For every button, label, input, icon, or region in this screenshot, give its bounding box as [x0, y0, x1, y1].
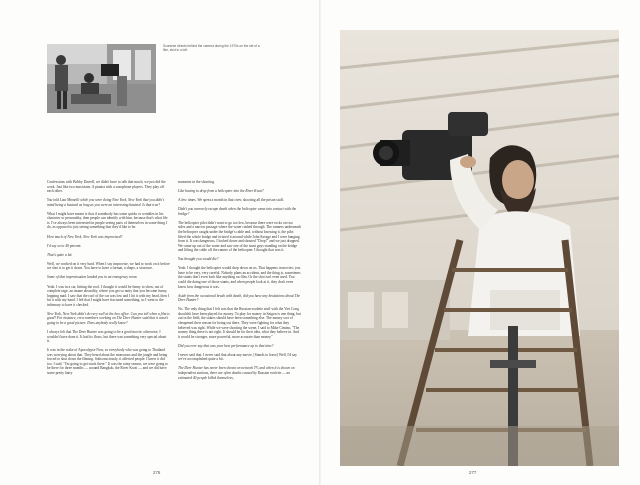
small-photo: [47, 44, 156, 113]
interview-question: Didn't you narrowly escape death when the helicopter came into contact with the bridge?: [178, 207, 297, 216]
interview-question: The Deer Hunter has never been shown on network TV, and when it is shown on independent stations, there are often deaths caused by Russian roulette — an estimated 40 people killed themselves,: [178, 366, 295, 380]
interview-question: You told Liza Minnelli while you were doing New York, New York that you didn't mind being a bastard as long as you were an interesting bastard. Is that true?: [47, 198, 164, 207]
page-number-right: 277: [469, 470, 477, 475]
interview-answer: What I might have meant is that if somebody has some quirks or wrinkles in his character or personality, then people can identify with him, because that's what life is. I've always been interested in people seeing parts of themselves in some-thing I do, as opposed to just seeing something that they'd like to be.: [47, 211, 168, 230]
text-column-right: [178, 180, 301, 385]
interview-answer: Well, we worked on it very hard. When I say improvise, we had to work on it before we shot it to get it down. You have to have a format, a shape, a structure.: [47, 261, 170, 271]
interview-answer: I never said that. I never said that about any movie. [Stands to leave] Well, I'd say we've accomplished quite a bit.: [178, 352, 297, 362]
interview-answer: I'd say so to 40 percent.: [47, 243, 82, 248]
interview-question: How much of New York, New York was improvised?: [47, 234, 123, 239]
page-number-left: 276: [153, 470, 161, 475]
interview-question: Like having to drop from a helicopter into the River Kwai?: [178, 189, 264, 194]
interview-question: Did you ever say that was your best performance up to that time?: [178, 343, 274, 348]
text-column-left: [47, 180, 170, 380]
interview-question: You thought you would die?: [178, 257, 219, 262]
interview-answer: moments in the shooting.: [178, 180, 215, 184]
page-gutter: [319, 0, 321, 485]
interview-answer: It was in the wake of Apocalypse Now, so everybody who was going to Thailand was worrying about that. They heard about the monsoons and the jungle and being forced to shut down the filming. Subconsciously, it affected people. I knew it did too. I said, "I'm going to get stuck there." It was the rainy season, we were going to be there for three months — around Bangkok, the River Kwai — and we did have some pretty hairy: [47, 348, 169, 375]
interview-answer: The helicopter pilot didn't want to go too low, because there were rocks on two sides and a narrow passage where the water rushed through. The runners underneath the helicopter caught under the bridge's cable and, without knowing it, the pilot lifted the whole bridge and twisted it around while John Savage and I were hanging from it. It was dangerous. I looked down and shouted "Drop!" and we just dropped. We came up out of the water and saw one of the stunt guys standing on the bridge and lifting the cable off the runner of the helicopter. I thought that was it.: [178, 220, 301, 253]
interview-question: That's quite a bit.: [47, 252, 73, 257]
director-camera-photo: [340, 30, 619, 466]
interview-answer: Yeah. I was in a car, hitting the roof. I thought it would be funny to show, out of complete rage, an insane absurdity, where you get so nutty that you become funny, hopping mad. I saw that the roof of the car was low and I hit it with my head, then I hit it with my hand. I felt that I might have fractured something, so I went to the infirmary to have it checked.: [47, 284, 169, 307]
interview-answer: A few times. We spent a month in that river, shooting all the prison stuff.: [178, 198, 284, 203]
interview-question: Some of that improvisation landed you in an emergency room.: [47, 275, 138, 280]
interview-question: New York, New York didn't do very well at the box office. Can you tell when a film is good? For instance, crew members working on The Deer Hunter said that it wasn't going to be a good picture. Does anybody really know?: [47, 311, 170, 325]
photo-caption: Scorsese directs behind the camera during the 1970s on the set of a film, shot in a loft.: [163, 44, 260, 53]
interview-answer: I always felt that The Deer Hunter was going to be a good movie; otherwise, I wouldn't have done it. It had its flaws, but there was something very special about it.: [47, 330, 167, 344]
interview-answer: Yeah. I thought the helicopter would drop down on us. That happens in movies; you have to be very, very careful. Nobody plans an accident, and the thing is, sometimes the stunts don't even look like anything on film. Or the shot isn't even used. You could die doing one of those stunts, and when people look at it, they don't even know how dangerous it was.: [178, 266, 301, 289]
interview-question: Aside from the occasional brush with death, did you have any hesitations about The Deer Hunter?: [178, 293, 301, 303]
interview-answer: Confessions with Bobby Darrell, we didn't have to talk that much, we just did the work. Just like two musicians. A pianist with a saxophone players. They play off each other.: [47, 180, 166, 194]
interview-answer: No. The only thing that I felt was that the Russian-roulette stuff with the Viet Cong shouldn't have been played for money. To play for money in Saigon is one thing, but out in the field, the stakes should have been something else. The money sort of cheapened their reason for being out there. They were fighting for what they believed was right. While we were shooting the scene, I said to Mike Cimino, "The money thing there is not right. It should be for their idea, what they believe in. And it would be stronger, more powerful, more accurate than money.": [178, 307, 301, 339]
